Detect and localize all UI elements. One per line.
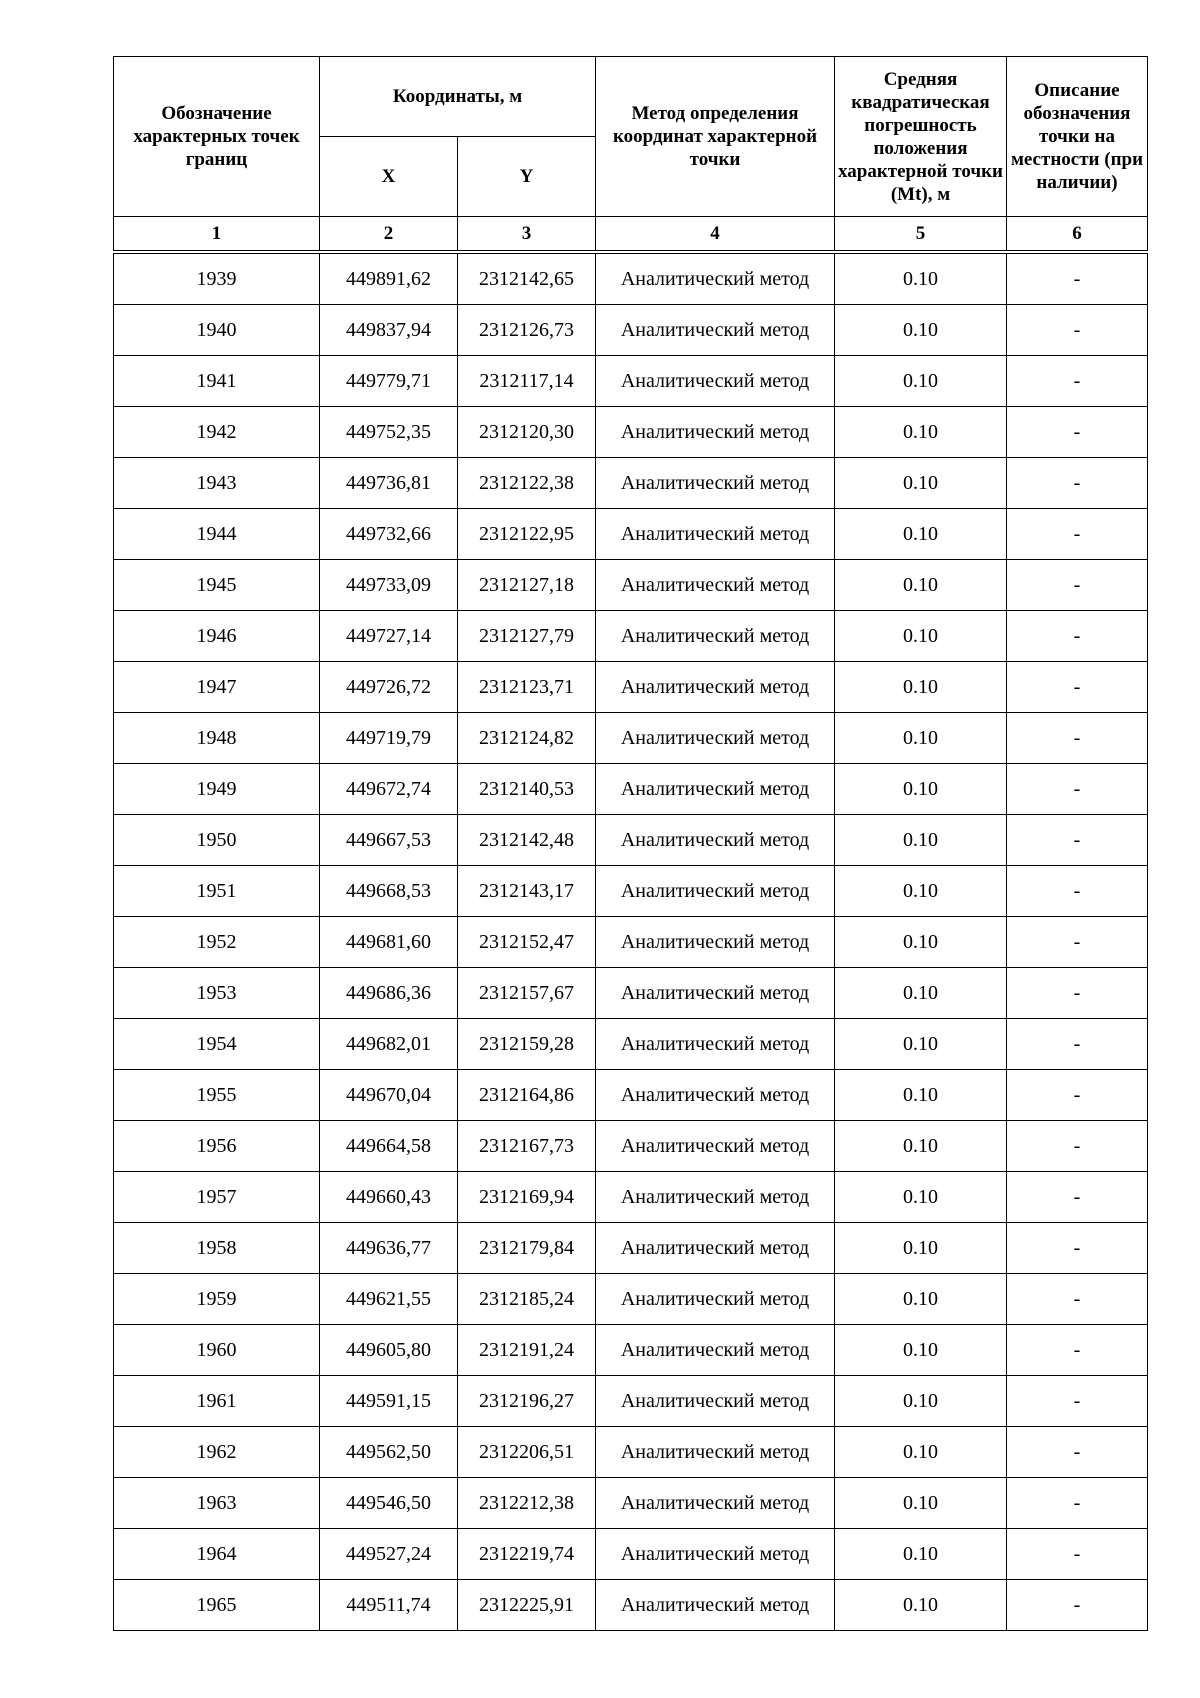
header-coordinates: Координаты, м bbox=[320, 57, 596, 137]
cell-point: 1952 bbox=[114, 917, 320, 968]
header-method: Метод определения координат характерной точки bbox=[596, 57, 835, 217]
cell-description: - bbox=[1007, 1478, 1148, 1529]
cell-method: Аналитический метод bbox=[596, 764, 835, 815]
cell-description: - bbox=[1007, 1376, 1148, 1427]
cell-error: 0.10 bbox=[835, 1070, 1007, 1121]
cell-x: 449733,09 bbox=[320, 560, 458, 611]
cell-error: 0.10 bbox=[835, 662, 1007, 713]
cell-method: Аналитический метод bbox=[596, 1580, 835, 1631]
table-header bbox=[113, 56, 1148, 251]
cell-y: 2312152,47 bbox=[458, 917, 596, 968]
cell-error: 0.10 bbox=[835, 1376, 1007, 1427]
cell-x: 449527,24 bbox=[320, 1529, 458, 1580]
cell-x: 449682,01 bbox=[320, 1019, 458, 1070]
cell-point: 1945 bbox=[114, 560, 320, 611]
column-number: 3 bbox=[458, 217, 596, 251]
cell-error: 0.10 bbox=[835, 254, 1007, 305]
cell-method: Аналитический метод bbox=[596, 1070, 835, 1121]
cell-method: Аналитический метод bbox=[596, 458, 835, 509]
cell-error: 0.10 bbox=[835, 560, 1007, 611]
cell-method: Аналитический метод bbox=[596, 713, 835, 764]
cell-method: Аналитический метод bbox=[596, 509, 835, 560]
table-row bbox=[114, 968, 1148, 1019]
cell-y: 2312127,79 bbox=[458, 611, 596, 662]
cell-x: 449736,81 bbox=[320, 458, 458, 509]
cell-x: 449686,36 bbox=[320, 968, 458, 1019]
cell-method: Аналитический метод bbox=[596, 611, 835, 662]
cell-y: 2312143,17 bbox=[458, 866, 596, 917]
cell-method: Аналитический метод bbox=[596, 1427, 835, 1478]
cell-x: 449726,72 bbox=[320, 662, 458, 713]
cell-description: - bbox=[1007, 1325, 1148, 1376]
cell-description: - bbox=[1007, 1121, 1148, 1172]
cell-point: 1965 bbox=[114, 1580, 320, 1631]
cell-x: 449605,80 bbox=[320, 1325, 458, 1376]
cell-method: Аналитический метод bbox=[596, 356, 835, 407]
cell-method: Аналитический метод bbox=[596, 1325, 835, 1376]
table-row bbox=[114, 713, 1148, 764]
cell-description: - bbox=[1007, 713, 1148, 764]
cell-method: Аналитический метод bbox=[596, 1172, 835, 1223]
cell-error: 0.10 bbox=[835, 1019, 1007, 1070]
cell-error: 0.10 bbox=[835, 1427, 1007, 1478]
cell-x: 449727,14 bbox=[320, 611, 458, 662]
cell-description: - bbox=[1007, 815, 1148, 866]
cell-x: 449660,43 bbox=[320, 1172, 458, 1223]
table-row bbox=[114, 764, 1148, 815]
table-row bbox=[114, 560, 1148, 611]
cell-x: 449719,79 bbox=[320, 713, 458, 764]
cell-method: Аналитический метод bbox=[596, 560, 835, 611]
cell-method: Аналитический метод bbox=[596, 254, 835, 305]
cell-point: 1962 bbox=[114, 1427, 320, 1478]
cell-x: 449891,62 bbox=[320, 254, 458, 305]
cell-error: 0.10 bbox=[835, 407, 1007, 458]
cell-y: 2312120,30 bbox=[458, 407, 596, 458]
cell-description: - bbox=[1007, 917, 1148, 968]
cell-error: 0.10 bbox=[835, 968, 1007, 1019]
cell-y: 2312122,38 bbox=[458, 458, 596, 509]
cell-method: Аналитический метод bbox=[596, 968, 835, 1019]
cell-method: Аналитический метод bbox=[596, 1274, 835, 1325]
cell-error: 0.10 bbox=[835, 866, 1007, 917]
cell-description: - bbox=[1007, 1274, 1148, 1325]
cell-description: - bbox=[1007, 1529, 1148, 1580]
cell-point: 1958 bbox=[114, 1223, 320, 1274]
cell-y: 2312167,73 bbox=[458, 1121, 596, 1172]
header-error: Средняя квадратическая погрешность положения характерной точки (Mt), м bbox=[835, 57, 1007, 217]
table-row bbox=[114, 1070, 1148, 1121]
cell-description: - bbox=[1007, 866, 1148, 917]
cell-error: 0.10 bbox=[835, 356, 1007, 407]
header-description: Описание обозначения точки на местности (при наличии) bbox=[1007, 57, 1148, 217]
cell-point: 1960 bbox=[114, 1325, 320, 1376]
cell-error: 0.10 bbox=[835, 305, 1007, 356]
cell-error: 0.10 bbox=[835, 1325, 1007, 1376]
cell-y: 2312164,86 bbox=[458, 1070, 596, 1121]
table-row bbox=[114, 1529, 1148, 1580]
cell-description: - bbox=[1007, 1019, 1148, 1070]
cell-point: 1939 bbox=[114, 254, 320, 305]
cell-point: 1957 bbox=[114, 1172, 320, 1223]
cell-y: 2312117,14 bbox=[458, 356, 596, 407]
column-number: 6 bbox=[1007, 217, 1148, 251]
table-row bbox=[114, 509, 1148, 560]
cell-point: 1946 bbox=[114, 611, 320, 662]
cell-y: 2312206,51 bbox=[458, 1427, 596, 1478]
cell-y: 2312142,65 bbox=[458, 254, 596, 305]
cell-description: - bbox=[1007, 1172, 1148, 1223]
cell-x: 449779,71 bbox=[320, 356, 458, 407]
table-row bbox=[114, 1121, 1148, 1172]
cell-x: 449681,60 bbox=[320, 917, 458, 968]
cell-error: 0.10 bbox=[835, 764, 1007, 815]
header-y: Y bbox=[458, 137, 596, 217]
table-row bbox=[114, 1427, 1148, 1478]
cell-y: 2312191,24 bbox=[458, 1325, 596, 1376]
cell-description: - bbox=[1007, 458, 1148, 509]
cell-error: 0.10 bbox=[835, 1274, 1007, 1325]
column-number: 2 bbox=[320, 217, 458, 251]
cell-method: Аналитический метод bbox=[596, 1121, 835, 1172]
cell-description: - bbox=[1007, 1070, 1148, 1121]
cell-point: 1944 bbox=[114, 509, 320, 560]
cell-method: Аналитический метод bbox=[596, 917, 835, 968]
cell-method: Аналитический метод bbox=[596, 1223, 835, 1274]
cell-point: 1959 bbox=[114, 1274, 320, 1325]
cell-description: - bbox=[1007, 611, 1148, 662]
cell-y: 2312212,38 bbox=[458, 1478, 596, 1529]
cell-y: 2312123,71 bbox=[458, 662, 596, 713]
cell-point: 1955 bbox=[114, 1070, 320, 1121]
cell-error: 0.10 bbox=[835, 1223, 1007, 1274]
cell-y: 2312179,84 bbox=[458, 1223, 596, 1274]
cell-y: 2312219,74 bbox=[458, 1529, 596, 1580]
cell-y: 2312225,91 bbox=[458, 1580, 596, 1631]
table-row bbox=[114, 407, 1148, 458]
cell-x: 449511,74 bbox=[320, 1580, 458, 1631]
cell-x: 449562,50 bbox=[320, 1427, 458, 1478]
column-number: 1 bbox=[114, 217, 320, 251]
cell-y: 2312185,24 bbox=[458, 1274, 596, 1325]
cell-method: Аналитический метод bbox=[596, 662, 835, 713]
table-row bbox=[114, 1376, 1148, 1427]
cell-y: 2312196,27 bbox=[458, 1376, 596, 1427]
cell-x: 449591,15 bbox=[320, 1376, 458, 1427]
cell-description: - bbox=[1007, 1580, 1148, 1631]
cell-error: 0.10 bbox=[835, 1121, 1007, 1172]
cell-point: 1951 bbox=[114, 866, 320, 917]
cell-y: 2312169,94 bbox=[458, 1172, 596, 1223]
cell-y: 2312157,67 bbox=[458, 968, 596, 1019]
cell-point: 1950 bbox=[114, 815, 320, 866]
cell-error: 0.10 bbox=[835, 815, 1007, 866]
cell-x: 449668,53 bbox=[320, 866, 458, 917]
cell-x: 449636,77 bbox=[320, 1223, 458, 1274]
cell-method: Аналитический метод bbox=[596, 866, 835, 917]
coordinates-table bbox=[113, 253, 1148, 1631]
cell-method: Аналитический метод bbox=[596, 305, 835, 356]
table-row bbox=[114, 458, 1148, 509]
cell-description: - bbox=[1007, 1223, 1148, 1274]
cell-x: 449837,94 bbox=[320, 305, 458, 356]
cell-error: 0.10 bbox=[835, 917, 1007, 968]
cell-method: Аналитический метод bbox=[596, 1019, 835, 1070]
table-row bbox=[114, 815, 1148, 866]
cell-point: 1961 bbox=[114, 1376, 320, 1427]
cell-description: - bbox=[1007, 662, 1148, 713]
cell-y: 2312142,48 bbox=[458, 815, 596, 866]
cell-point: 1964 bbox=[114, 1529, 320, 1580]
cell-point: 1949 bbox=[114, 764, 320, 815]
cell-description: - bbox=[1007, 254, 1148, 305]
table-row bbox=[114, 305, 1148, 356]
column-number: 5 bbox=[835, 217, 1007, 251]
header-x: X bbox=[320, 137, 458, 217]
cell-point: 1948 bbox=[114, 713, 320, 764]
table-row bbox=[114, 1019, 1148, 1070]
cell-point: 1953 bbox=[114, 968, 320, 1019]
cell-point: 1947 bbox=[114, 662, 320, 713]
cell-y: 2312122,95 bbox=[458, 509, 596, 560]
cell-description: - bbox=[1007, 509, 1148, 560]
cell-error: 0.10 bbox=[835, 1580, 1007, 1631]
cell-y: 2312126,73 bbox=[458, 305, 596, 356]
cell-method: Аналитический метод bbox=[596, 407, 835, 458]
cell-method: Аналитический метод bbox=[596, 1529, 835, 1580]
cell-error: 0.10 bbox=[835, 509, 1007, 560]
cell-description: - bbox=[1007, 1427, 1148, 1478]
table-row bbox=[114, 611, 1148, 662]
cell-description: - bbox=[1007, 968, 1148, 1019]
column-number: 4 bbox=[596, 217, 835, 251]
cell-x: 449732,66 bbox=[320, 509, 458, 560]
cell-method: Аналитический метод bbox=[596, 1478, 835, 1529]
cell-point: 1943 bbox=[114, 458, 320, 509]
cell-error: 0.10 bbox=[835, 1529, 1007, 1580]
cell-description: - bbox=[1007, 356, 1148, 407]
cell-x: 449546,50 bbox=[320, 1478, 458, 1529]
cell-point: 1942 bbox=[114, 407, 320, 458]
cell-x: 449672,74 bbox=[320, 764, 458, 815]
table-row bbox=[114, 1478, 1148, 1529]
table-row bbox=[114, 356, 1148, 407]
cell-x: 449667,53 bbox=[320, 815, 458, 866]
cell-y: 2312159,28 bbox=[458, 1019, 596, 1070]
cell-point: 1963 bbox=[114, 1478, 320, 1529]
table-row bbox=[114, 1580, 1148, 1631]
cell-method: Аналитический метод bbox=[596, 815, 835, 866]
cell-y: 2312140,53 bbox=[458, 764, 596, 815]
cell-point: 1941 bbox=[114, 356, 320, 407]
table-row bbox=[114, 1172, 1148, 1223]
cell-description: - bbox=[1007, 407, 1148, 458]
cell-point: 1940 bbox=[114, 305, 320, 356]
table-row bbox=[114, 1223, 1148, 1274]
cell-error: 0.10 bbox=[835, 458, 1007, 509]
table-row bbox=[114, 254, 1148, 305]
header-point-designation: Обозначение характерных точек границ bbox=[114, 57, 320, 217]
table-row bbox=[114, 662, 1148, 713]
cell-method: Аналитический метод bbox=[596, 1376, 835, 1427]
cell-description: - bbox=[1007, 764, 1148, 815]
table-row bbox=[114, 917, 1148, 968]
cell-description: - bbox=[1007, 560, 1148, 611]
cell-y: 2312124,82 bbox=[458, 713, 596, 764]
cell-error: 0.10 bbox=[835, 1172, 1007, 1223]
cell-description: - bbox=[1007, 305, 1148, 356]
cell-error: 0.10 bbox=[835, 611, 1007, 662]
table-row bbox=[114, 1325, 1148, 1376]
cell-x: 449752,35 bbox=[320, 407, 458, 458]
table-row bbox=[114, 866, 1148, 917]
cell-x: 449621,55 bbox=[320, 1274, 458, 1325]
cell-x: 449664,58 bbox=[320, 1121, 458, 1172]
cell-y: 2312127,18 bbox=[458, 560, 596, 611]
table-row bbox=[114, 1274, 1148, 1325]
cell-point: 1956 bbox=[114, 1121, 320, 1172]
cell-point: 1954 bbox=[114, 1019, 320, 1070]
cell-x: 449670,04 bbox=[320, 1070, 458, 1121]
cell-error: 0.10 bbox=[835, 1478, 1007, 1529]
cell-error: 0.10 bbox=[835, 713, 1007, 764]
